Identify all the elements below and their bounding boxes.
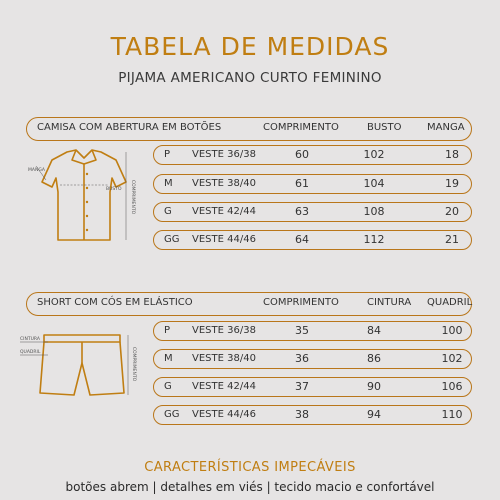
manga-value: 18 [445,148,459,161]
camisa-row-gg [153,230,472,250]
size-label: M [164,353,173,364]
busto-value: 112 [363,233,385,246]
camisa-row-g [153,202,472,222]
veste-label: VESTE 38/40 [192,353,256,364]
comprimento-value: 35 [295,324,309,337]
busto-value: 102 [363,148,385,161]
page-title: TABELA DE MEDIDAS [110,32,390,61]
busto-label: BUSTO [106,187,122,192]
short-row-gg [153,405,472,425]
comprimento-value: 36 [295,352,309,365]
comprimento-value: 63 [295,205,309,218]
size-label: G [164,206,172,217]
camisa-header [26,117,472,141]
comprimento-value: 60 [295,148,309,161]
camisa-col-manga: MANGA [427,122,465,133]
veste-label: VESTE 44/46 [192,234,256,245]
short-illustration [18,325,148,405]
busto-value: 104 [363,177,385,190]
camisa-row-p [153,145,472,165]
footer-title: CARACTERÍSTICAS IMPECÁVEIS [144,460,356,475]
quadril-value: 106 [441,380,463,393]
camisa-row-m [153,174,472,194]
veste-label: VESTE 38/40 [192,178,256,189]
cintura-value: 90 [367,380,381,393]
short-header [26,292,472,316]
camisa-comprimento-label: COMPRIMENTO [130,180,135,215]
manga-value: 20 [445,205,459,218]
short-row-g [153,377,472,397]
manga-value: 21 [445,233,459,246]
shirt-illustration [22,140,152,250]
page-subtitle: PIJAMA AMERICANO CURTO FEMININO [118,70,382,86]
footer-text: botões abrem | detalhes em viés | tecido macio e confortável [65,480,435,494]
size-label: GG [164,409,180,420]
short-row-p [153,321,472,341]
short-row-m [153,349,472,369]
manga-value: 19 [445,177,459,190]
cintura-value: 94 [367,408,381,421]
camisa-label: CAMISA COM ABERTURA EM BOTÕES [37,122,222,133]
size-label: G [164,381,172,392]
comprimento-value: 37 [295,380,309,393]
veste-label: VESTE 44/46 [192,409,256,420]
short-col-cintura: CINTURA [367,297,412,308]
short-col-comprimento: COMPRIMENTO [263,297,339,308]
veste-label: VESTE 42/44 [192,381,256,392]
comprimento-value: 38 [295,408,309,421]
short-label: SHORT COM CÓS EM ELÁSTICO [37,297,193,308]
short-col-quadril: QUADRIL [427,297,473,308]
quadril-value: 110 [441,408,463,421]
manga-label: MANGA [28,168,45,173]
camisa-col-busto: BUSTO [367,122,402,133]
size-label: M [164,178,173,189]
size-label: P [164,325,171,336]
veste-label: VESTE 42/44 [192,206,256,217]
busto-value: 108 [363,205,385,218]
veste-label: VESTE 36/38 [192,325,256,336]
short-comprimento-label: COMPRIMENTO [131,347,136,382]
quadril-label: QUADRIL [20,350,41,355]
cintura-label: CINTURA [20,337,40,342]
cintura-value: 86 [367,352,381,365]
comprimento-value: 64 [295,233,309,246]
comprimento-value: 61 [295,177,309,190]
quadril-value: 100 [441,324,463,337]
quadril-value: 102 [441,352,463,365]
cintura-value: 84 [367,324,381,337]
veste-label: VESTE 36/38 [192,149,256,160]
size-label: P [164,149,171,160]
size-label: GG [164,234,180,245]
camisa-col-comprimento: COMPRIMENTO [263,122,339,133]
